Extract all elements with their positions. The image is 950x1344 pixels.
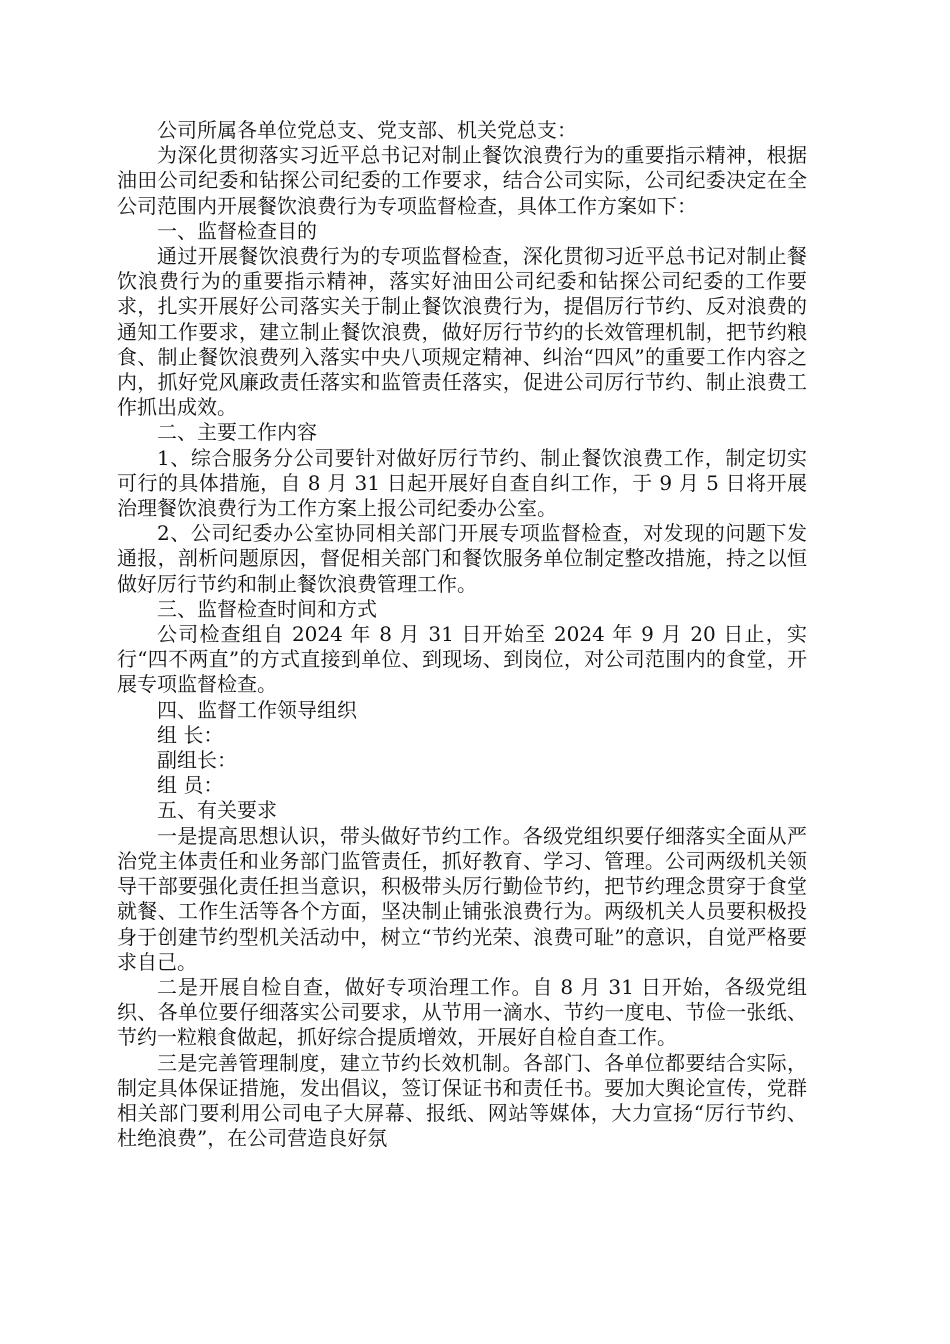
document-body (117, 118, 807, 1151)
team-leader-line: 组 长： (157, 722, 224, 747)
deputy-leader-line: 副组长： (157, 748, 237, 773)
main-work-item-1: 1、综合服务分公司要针对做好厉行节约、制止餐饮浪费工作，制定切实可行的具体措施，自 8 月 31 日起开展好自查自纠工作，于 9 月 5 日将开展治理餐饮浪费行为工作方案上报公司纪委办公室。 (117, 445, 807, 521)
salutation: 公司所属各单位党总支、党支部、机关党总支： (157, 118, 577, 142)
requirement-paragraph-2: 二是开展自检自查，做好专项治理工作。自 8 月 31 日开始，各级党组织、各单位要仔细落实公司要求，从节用一滴水、节约一度电、节俭一张纸、节约一粒粮食做起，抓好综合提质增效，开展好自检自查工作。 (117, 974, 807, 1050)
team-members-line: 组 员： (157, 773, 224, 798)
purpose-paragraph: 通过开展餐饮浪费行为的专项监督检查，深化贯彻习近平总书记对制止餐饮浪费行为的重要指示精神，落实好油田公司纪委和钻探公司纪委的工作要求，扎实开展好公司落实关于制止餐饮浪费行为，提倡厉行节约、反对浪费的通知工作要求，建立制止餐饮浪费，做好厉行节约的长效管理机制，把节约粮食、制止餐饮浪费列入落实中央八项规定精神、纠治“四风”的重要工作内容之内，抓好党风廉政责任落实和监管责任落实，促进公司厉行节约、制止浪费工作抓出成效。 (117, 244, 807, 420)
section-heading-time-method: 三、监督检查时间和方式 (157, 596, 377, 621)
section-heading-purpose: 一、监督检查目的 (157, 218, 317, 243)
section-heading-leadership: 四、监督工作领导组织 (157, 697, 357, 722)
intro-paragraph: 为深化贯彻落实习近平总书记对制止餐饮浪费行为的重要指示精神，根据油田公司纪委和钻探公司纪委的工作要求，结合公司实际，公司纪委决定在全公司范围内开展餐饮浪费行为专项监督检查，具体工作方案如下： (117, 143, 807, 218)
section-heading-main-work: 二、主要工作内容 (157, 420, 317, 445)
time-method-paragraph: 公司检查组自 2024 年 8 月 31 日开始至 2024 年 9 月 20 日止，实行“四不两直”的方式直接到单位、到现场、到岗位，对公司范围内的食堂，开展专项监督检查。 (117, 622, 807, 697)
requirement-paragraph-3: 三是完善管理制度，建立节约长效机制。各部门、各单位都要结合实际，制定具体保证措施，发出倡议，签订保证书和责任书。要加大舆论宣传，党群相关部门要利用公司电子大屏幕、报纸、网站等媒体，大力宣扬“厉行节约、杜绝浪费”，在公司营造良好氛 (117, 1050, 807, 1151)
main-work-item-2: 2、公司纪委办公室协同相关部门开展专项监督检查，对发现的问题下发通报，剖析问题原因，督促相关部门和餐饮服务单位制定整改措施，持之以恒做好厉行节约和制止餐饮浪费管理工作。 (117, 521, 807, 596)
requirement-paragraph-1: 一是提高思想认识，带头做好节约工作。各级党组织要仔细落实全面从严治党主体责任和业务部门监管责任，抓好教育、学习、管理。公司两级机关领导干部要强化责任担当意识，积极带头厉行勤俭节约，把节约理念贯穿于食堂就餐、工作生活等各个方面，坚决制止铺张浪费行为。两级机关人员要积极投身于创建节约型机关活动中，树立“节约光荣、浪费可耻”的意识，自觉严格要求自己。 (117, 823, 807, 974)
section-heading-requirements: 五、有关要求 (157, 798, 277, 823)
